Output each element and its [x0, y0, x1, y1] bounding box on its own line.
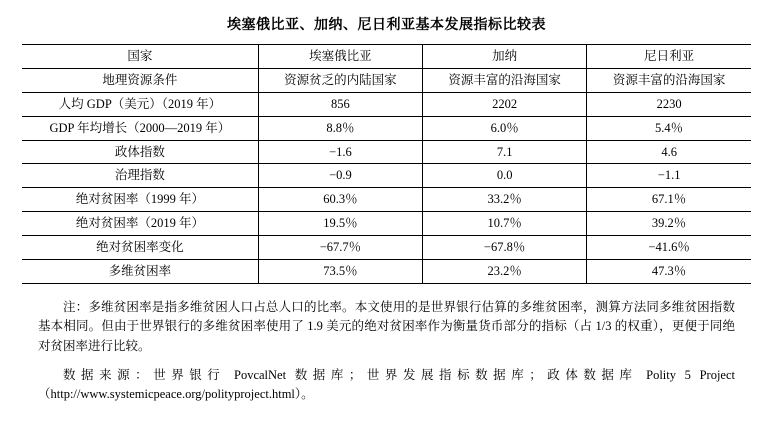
row-value: 2230	[587, 92, 751, 116]
table-header-row	[22, 45, 751, 69]
header-cell-country-2: 加纳	[423, 45, 587, 69]
row-value: 5.4％	[587, 116, 751, 140]
row-value: 19.5％	[258, 212, 422, 236]
row-label: 地理资源条件	[22, 68, 258, 92]
row-value: 4.6	[587, 140, 751, 164]
row-value: 856	[258, 92, 422, 116]
source-text: 数据来源：世界银行 PovcalNet 数据库；世界发展指标数据库；政体数据库 Polity 5 Project（http://www.systemicpeace.org/polityproject.html）。	[38, 367, 735, 402]
row-value: −0.9	[258, 164, 422, 188]
note-text: 注：多维贫困率是指多维贫困人口占总人口的比率。本文使用的是世界银行估算的多维贫困率，测算方法同多维贫困指数基本相同。但由于世界银行的多维贫困率使用了 1.9 美元的绝对贫困率作为衡量货币部分的指标（占 1/3 的权重），更便于同绝对贫困率进行比较。	[38, 299, 735, 353]
header-cell-country-3: 尼日利亚	[587, 45, 751, 69]
row-value: 39.2％	[587, 212, 751, 236]
table-row	[22, 212, 751, 236]
row-value: −1.6	[258, 140, 422, 164]
row-value: −67.7％	[258, 236, 422, 260]
row-value: 资源丰富的沿海国家	[587, 68, 751, 92]
row-value: 资源贫乏的内陆国家	[258, 68, 422, 92]
row-value: 0.0	[423, 164, 587, 188]
table-row	[22, 188, 751, 212]
table-row	[22, 259, 751, 283]
row-value: 6.0％	[423, 116, 587, 140]
row-label: 治理指数	[22, 164, 258, 188]
row-label: 绝对贫困率（1999 年）	[22, 188, 258, 212]
row-value: 23.2％	[423, 259, 587, 283]
table-body	[22, 45, 751, 284]
row-label: 绝对贫困率（2019 年）	[22, 212, 258, 236]
row-value: 7.1	[423, 140, 587, 164]
comparison-table	[22, 44, 751, 284]
table-row	[22, 92, 751, 116]
row-label: 政体指数	[22, 140, 258, 164]
row-label: GDP 年均增长（2000—2019 年）	[22, 116, 258, 140]
table-row	[22, 68, 751, 92]
row-label: 绝对贫困率变化	[22, 236, 258, 260]
header-cell-label: 国家	[22, 45, 258, 69]
header-cell-country-1: 埃塞俄比亚	[258, 45, 422, 69]
table-row	[22, 236, 751, 260]
row-value: 47.3％	[587, 259, 751, 283]
row-value: 资源丰富的沿海国家	[423, 68, 587, 92]
row-value: 8.8％	[258, 116, 422, 140]
row-value: −67.8％	[423, 236, 587, 260]
row-value: 60.3％	[258, 188, 422, 212]
row-value: 67.1％	[587, 188, 751, 212]
table-row	[22, 164, 751, 188]
row-value: 33.2％	[423, 188, 587, 212]
document-page	[0, 14, 773, 426]
table-notes	[22, 298, 751, 405]
row-value: 73.5％	[258, 259, 422, 283]
row-value: −1.1	[587, 164, 751, 188]
table-row	[22, 116, 751, 140]
row-value: −41.6％	[587, 236, 751, 260]
row-label: 人均 GDP（美元）（2019 年）	[22, 92, 258, 116]
page-title: 埃塞俄比亚、加纳、尼日利亚基本发展指标比较表	[227, 16, 546, 32]
row-label: 多维贫困率	[22, 259, 258, 283]
table-row	[22, 140, 751, 164]
row-value: 10.7％	[423, 212, 587, 236]
row-value: 2202	[423, 92, 587, 116]
